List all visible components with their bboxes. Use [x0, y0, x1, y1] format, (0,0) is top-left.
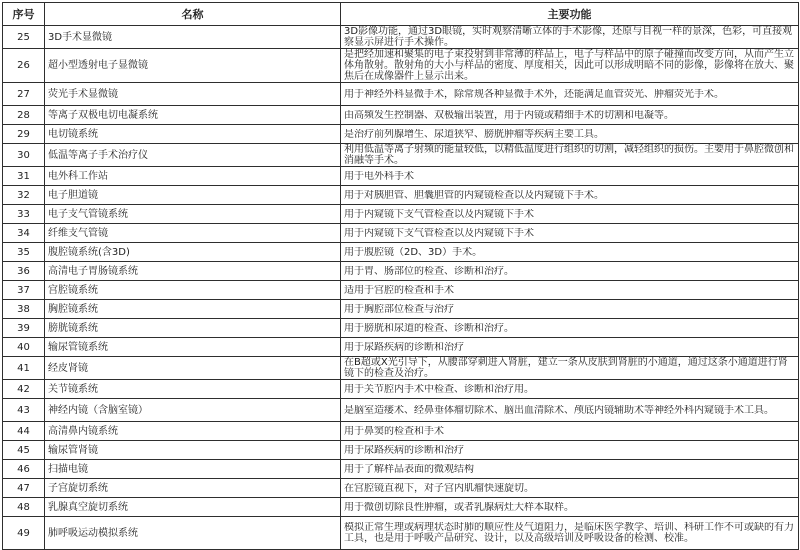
device-function-cell [341, 281, 799, 300]
device-name: 扫描电镜 [45, 460, 341, 479]
table-row [3, 517, 799, 550]
device-function-cell [341, 262, 799, 281]
device-function: 用于微创切除良性肿瘤，或者乳腺病灶大样本取样。 [344, 501, 574, 513]
table-header-row [3, 3, 799, 26]
device-name: 超小型透射电子显微镜 [45, 49, 341, 83]
device-function-cell [341, 498, 799, 517]
device-name: 高清鼻内镜系统 [45, 422, 341, 441]
table-body [3, 26, 799, 550]
device-function: 用于神经外科显微手术，除常规各种显微手术外，还能满足血管荧光、肿瘤荧光手术。 [344, 88, 724, 100]
device-function: 在B超或X光引导下，从腰部穿刺进入肾脏，建立一条从皮肤到肾脏的小通道，通过这条小通道进行肾镜下的检查及治疗。 [344, 357, 788, 379]
device-name: 神经内镜（含脑室镜） [45, 399, 341, 422]
device-function-cell [341, 319, 799, 338]
device-name: 经皮肾镜 [45, 357, 341, 380]
table-row [3, 205, 799, 224]
device-function-cell [341, 144, 799, 167]
device-function-cell [341, 125, 799, 144]
device-name: 荧光手术显微镜 [45, 83, 341, 106]
device-function: 是脑室造瘘术、经鼻垂体瘤切除术、脑出血清除术、颅底内镜辅助术等神经外科内窥镜手术工具。 [344, 404, 774, 416]
row-number: 48 [3, 498, 45, 517]
device-function-cell [341, 441, 799, 460]
table-row [3, 167, 799, 186]
device-function-cell [341, 422, 799, 441]
device-function: 用于内窥镜下支气管检查以及内窥镜下手术 [344, 208, 534, 220]
device-name: 等离子双极电切电凝系统 [45, 106, 341, 125]
table-row [3, 26, 799, 49]
device-function-cell [341, 357, 799, 380]
header-name: 名称 [45, 3, 341, 26]
row-number: 46 [3, 460, 45, 479]
device-function: 用于了解样品表面的微观结构 [344, 463, 474, 475]
row-number: 28 [3, 106, 45, 125]
device-function-cell [341, 186, 799, 205]
row-number: 38 [3, 300, 45, 319]
device-function: 用于腹腔镜（2D、3D）手术。 [344, 246, 483, 258]
device-name: 输尿管镜系统 [45, 338, 341, 357]
header-function: 主要功能 [341, 3, 799, 26]
device-function-cell [341, 338, 799, 357]
row-number: 45 [3, 441, 45, 460]
device-name: 电子胆道镜 [45, 186, 341, 205]
device-function: 用于内窥镜下支气管检查以及内窥镜下手术 [344, 227, 534, 239]
table-row [3, 83, 799, 106]
table-row [3, 281, 799, 300]
device-name: 胸腔镜系统 [45, 300, 341, 319]
table-row [3, 422, 799, 441]
table-row [3, 338, 799, 357]
device-name: 输尿管肾镜 [45, 441, 341, 460]
row-number: 42 [3, 380, 45, 399]
device-name: 腹腔镜系统(含3D) [45, 243, 341, 262]
device-name: 电外科工作站 [45, 167, 341, 186]
device-name: 肺呼吸运动模拟系统 [45, 517, 341, 550]
device-name: 电子支气管镜系统 [45, 205, 341, 224]
row-number: 30 [3, 144, 45, 167]
table-row [3, 441, 799, 460]
device-function-cell [341, 399, 799, 422]
row-number: 33 [3, 205, 45, 224]
row-number: 37 [3, 281, 45, 300]
row-number: 35 [3, 243, 45, 262]
device-function: 模拟正常生理或病理状态时肺的顺应性及气道阻力，是临床医学教学、培训、科研工作不可或缺的有力工具，也是用于呼吸产品研究、设计，以及高级培训及呼吸设备的检测、校准。 [344, 522, 794, 544]
table-row [3, 224, 799, 243]
device-function-cell [341, 205, 799, 224]
device-function-cell [341, 380, 799, 399]
table-row [3, 300, 799, 319]
table-row [3, 479, 799, 498]
device-function: 用于尿路疾病的诊断和治疗 [344, 341, 464, 353]
table-row [3, 262, 799, 281]
row-number: 34 [3, 224, 45, 243]
table-row [3, 144, 799, 167]
row-number: 43 [3, 399, 45, 422]
table-row [3, 399, 799, 422]
device-function-cell [341, 49, 799, 83]
device-function: 用于对胰胆管、胆囊胆管的内窥镜检查以及内窥镜下手术。 [344, 189, 604, 201]
device-function: 3D影像功能，通过3D眼镜，实时观察清晰立体的手术影像，还原与目视一样的景深，色彩，可直接观察显示屏进行手术操作。 [344, 26, 793, 48]
device-function: 用于胃、肠部位的检查、诊断和治疗。 [344, 265, 514, 277]
device-function: 适用于宫腔的检查和手术 [344, 284, 454, 296]
device-function: 用于鼻窦的检查和手术 [344, 425, 444, 437]
device-function-cell [341, 167, 799, 186]
row-number: 29 [3, 125, 45, 144]
row-number: 44 [3, 422, 45, 441]
header-number: 序号 [3, 3, 45, 26]
table-row [3, 186, 799, 205]
table-row [3, 357, 799, 380]
device-name: 电切镜系统 [45, 125, 341, 144]
device-function-cell [341, 224, 799, 243]
device-name: 宫腔镜系统 [45, 281, 341, 300]
device-function: 利用低温等离子射频的能量较低，以精低温度进行组织的切割，减轻组织的损伤。主要用于鼻腔微创和消融等手术。 [344, 144, 794, 166]
device-function: 在宫腔镜直视下，对子宫内肌瘤快速旋切。 [344, 482, 534, 494]
row-number: 32 [3, 186, 45, 205]
device-function-cell [341, 83, 799, 106]
equipment-table [2, 2, 799, 550]
device-name: 低温等离子手术治疗仪 [45, 144, 341, 167]
row-number: 40 [3, 338, 45, 357]
row-number: 26 [3, 49, 45, 83]
device-function: 用于胸腔部位检查与治疗 [344, 303, 454, 315]
table-row [3, 106, 799, 125]
device-function-cell [341, 106, 799, 125]
table-row [3, 498, 799, 517]
row-number: 36 [3, 262, 45, 281]
table-row [3, 319, 799, 338]
device-name: 纤维支气管镜 [45, 224, 341, 243]
row-number: 41 [3, 357, 45, 380]
device-name: 膀胱镜系统 [45, 319, 341, 338]
row-number: 47 [3, 479, 45, 498]
device-function: 用于尿路疾病的诊断和治疗 [344, 444, 464, 456]
table-row [3, 380, 799, 399]
device-function: 由高频发生控制器、双极输出装置，用于内镜或精细手术的切割和电凝等。 [344, 109, 674, 121]
table-row [3, 49, 799, 83]
device-function: 是把经加速和聚集的电子束投射到非常薄的样品上，电子与样品中的原子碰撞而改变方向，从而产生立体角散射。散射角的大小与样品的密度、厚度相关，因此可以形成明暗不同的影像，影像将在放大、聚焦后在成像器件上显示出来。 [344, 49, 794, 82]
table-row [3, 460, 799, 479]
table-row [3, 125, 799, 144]
row-number: 39 [3, 319, 45, 338]
device-function: 用于膀胱和尿道的检查、诊断和治疗。 [344, 322, 514, 334]
device-name: 关节镜系统 [45, 380, 341, 399]
device-function-cell [341, 300, 799, 319]
table-row [3, 243, 799, 262]
device-name: 乳腺真空旋切系统 [45, 498, 341, 517]
device-function-cell [341, 243, 799, 262]
device-function-cell [341, 460, 799, 479]
row-number: 27 [3, 83, 45, 106]
device-function: 是治疗前列腺增生、尿道狭窄、膀胱肿瘤等疾病主要工具。 [344, 128, 604, 140]
device-function: 用于关节腔内手术中检查、诊断和治疗用。 [344, 383, 534, 395]
device-name: 高清电子胃肠镜系统 [45, 262, 341, 281]
row-number: 25 [3, 26, 45, 49]
device-function-cell [341, 517, 799, 550]
device-function-cell [341, 479, 799, 498]
device-function-cell [341, 26, 799, 49]
device-name: 子宫旋切系统 [45, 479, 341, 498]
device-function: 用于电外科手术 [344, 170, 414, 182]
row-number: 49 [3, 517, 45, 550]
row-number: 31 [3, 167, 45, 186]
device-name: 3D手术显微镜 [45, 26, 341, 49]
